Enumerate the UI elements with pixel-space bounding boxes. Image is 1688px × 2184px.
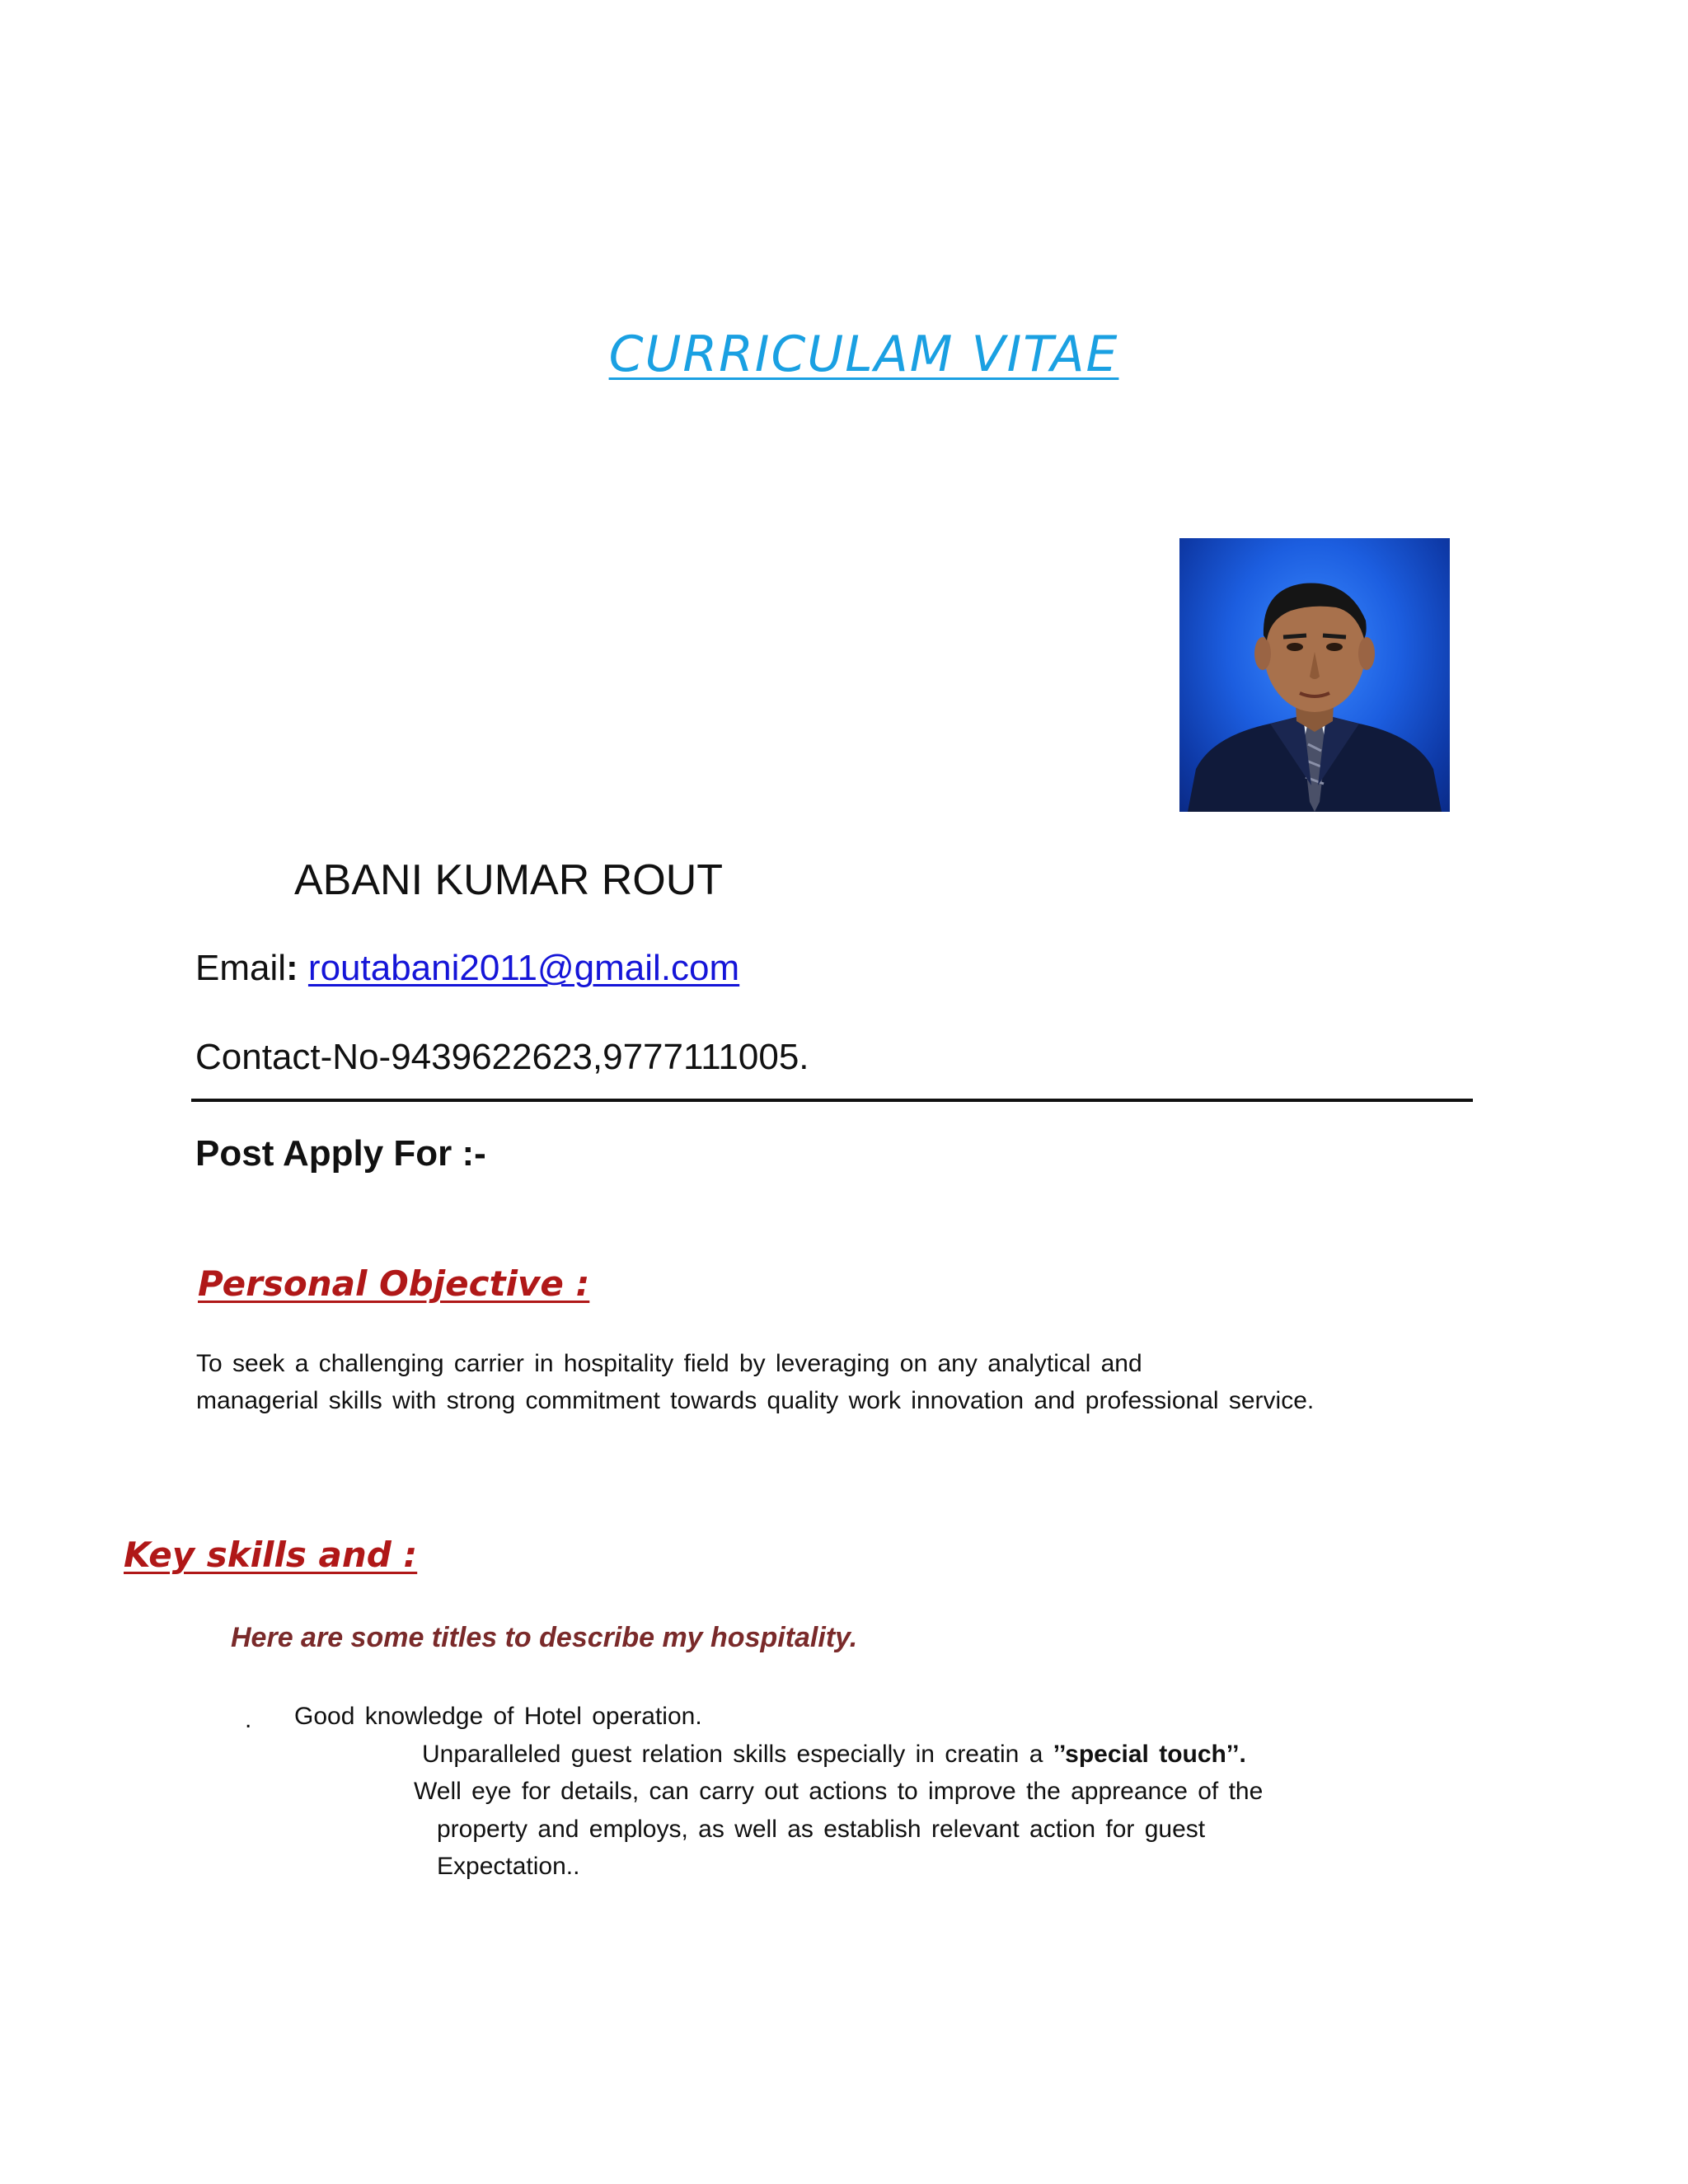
bullet-marker: . [245,1706,252,1733]
email-colon: : [286,948,298,988]
person-portrait-icon [1179,538,1450,812]
objective-text-line-2: managerial skills with strong commitment towards quality work innovation and professional service. [196,1387,1315,1414]
email-link[interactable]: routabani2011@gmail.com [307,948,740,988]
contact-number: Contact-No-9439622623,9777111005. [195,1037,809,1077]
post-apply-for: Post Apply For :- [195,1133,486,1174]
candidate-name: ABANI KUMAR ROUT [294,856,724,904]
skills-subtitle: Here are some titles to describe my hospitality. [231,1622,858,1653]
skill-item-detail-line-2: property and employs, as well as establish relevant action for guest [437,1816,1206,1843]
section-divider [191,1099,1473,1102]
email-line [195,948,739,989]
skill-item-hotel-knowledge: Good knowledge of Hotel operation. [294,1703,702,1730]
skill-item-guest-relation [422,1741,1246,1769]
skill-item-guest-relation-text: Unparalleled guest relation skills especially in creatin a [422,1741,1053,1768]
skill-item-detail-line-1: Well eye for details, can carry out actions to improve the appreance of the [414,1778,1264,1805]
objective-heading: Personal Objective : [198,1263,590,1304]
page-title: CURRICULAM VITAE [608,326,1119,383]
email-label: Email [195,948,287,988]
profile-photo [1179,538,1450,812]
skills-heading: Key skills and : [124,1535,418,1575]
skill-item-detail-line-3: Expectation.. [437,1853,580,1880]
objective-text-line-1: To seek a challenging carrier in hospitality field by leveraging on any analytical and [196,1350,1142,1377]
special-touch-emphasis: ’’special touch’’. [1053,1741,1246,1768]
